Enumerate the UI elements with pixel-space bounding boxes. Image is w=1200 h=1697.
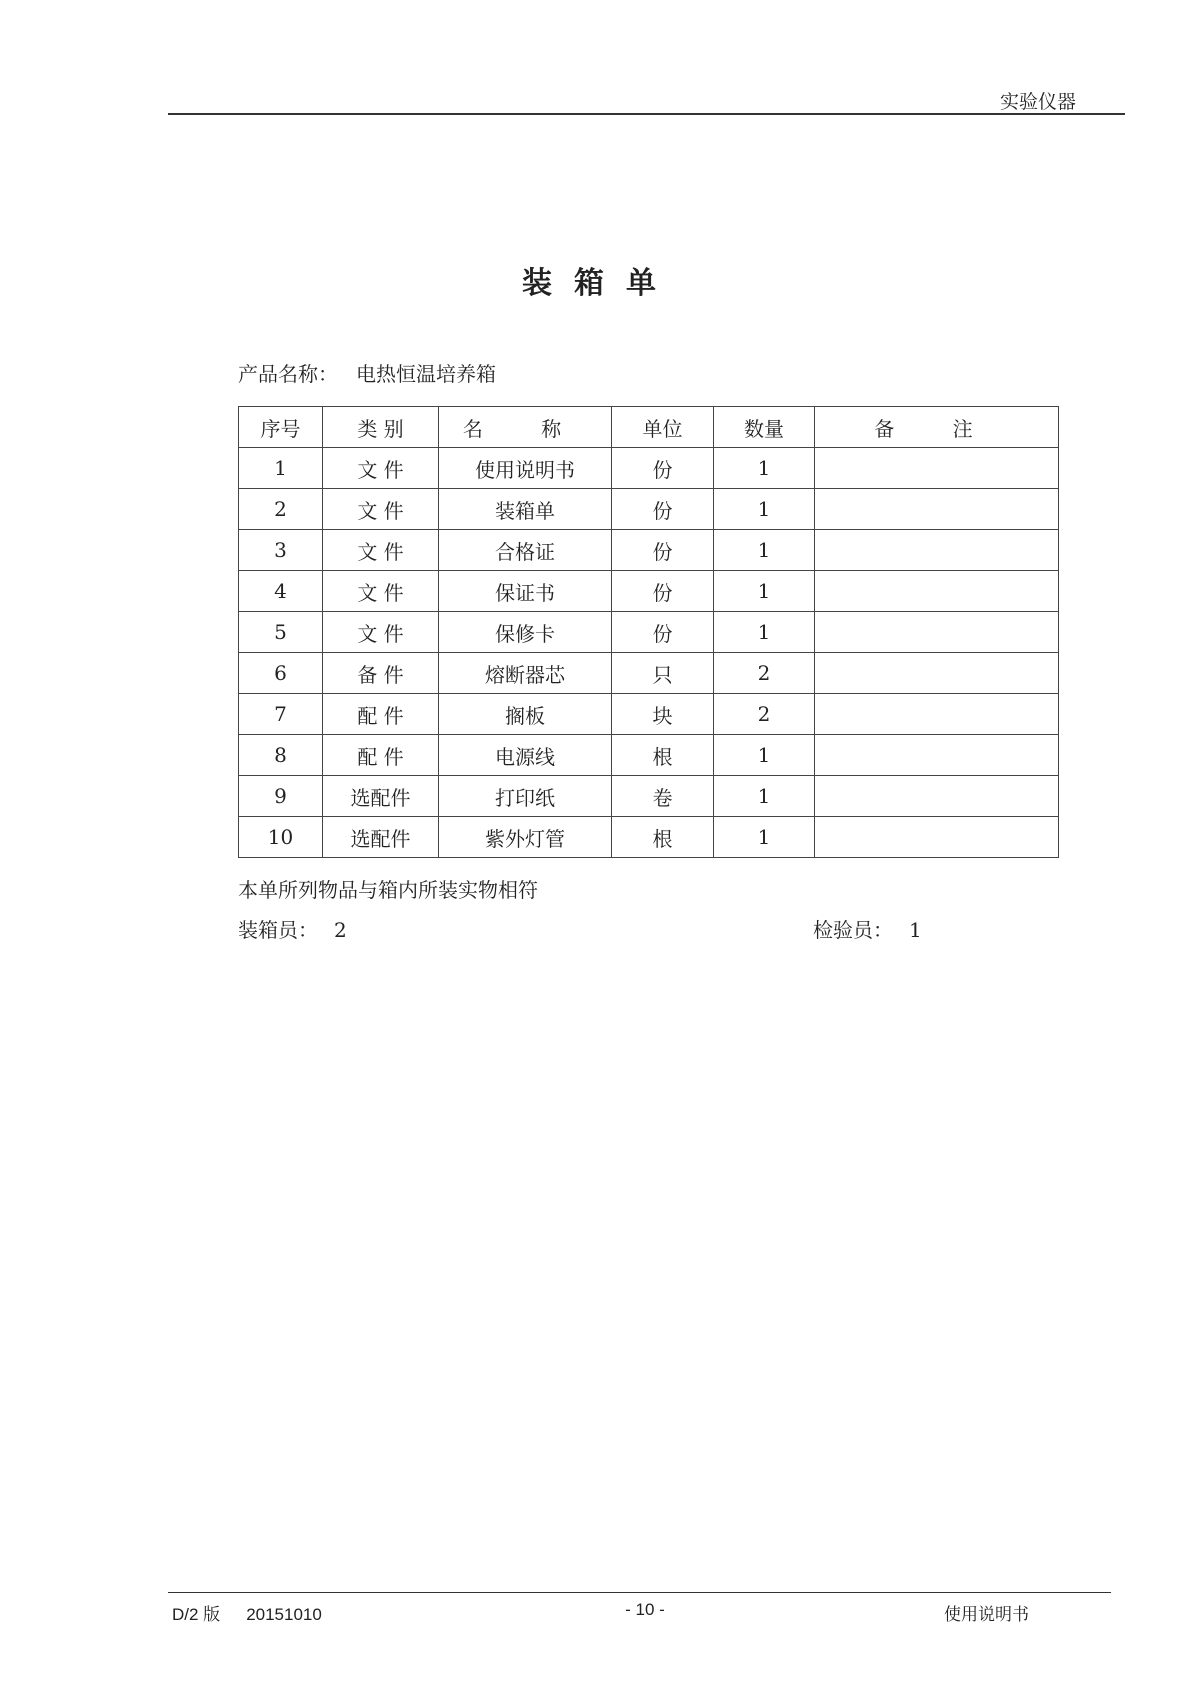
table-row xyxy=(239,612,1059,653)
cell-unit: 只 xyxy=(612,653,714,694)
inspector-value: 1 xyxy=(909,918,922,942)
cell-unit: 根 xyxy=(612,817,714,858)
cell-quantity: 2 xyxy=(714,694,815,735)
cell-quantity: 2 xyxy=(714,653,815,694)
table-row xyxy=(239,817,1059,858)
cell-quantity: 1 xyxy=(714,735,815,776)
footer-divider xyxy=(168,1592,1111,1593)
cell-name: 保证书 xyxy=(439,571,612,612)
cell-unit: 份 xyxy=(612,612,714,653)
cell-unit: 份 xyxy=(612,530,714,571)
header-unit: 单位 xyxy=(612,407,714,448)
cell-serial: 7 xyxy=(239,694,323,735)
cell-quantity: 1 xyxy=(714,530,815,571)
packer-line xyxy=(238,914,347,943)
cell-name: 使用说明书 xyxy=(439,448,612,489)
inspector-line xyxy=(813,914,922,943)
cell-quantity: 1 xyxy=(714,448,815,489)
cell-remarks xyxy=(815,653,1059,694)
table-row xyxy=(239,735,1059,776)
cell-category: 文 件 xyxy=(323,530,439,571)
cell-serial: 1 xyxy=(239,448,323,489)
cell-unit: 份 xyxy=(612,571,714,612)
cell-serial: 10 xyxy=(239,817,323,858)
cell-name: 保修卡 xyxy=(439,612,612,653)
table-row xyxy=(239,489,1059,530)
cell-remarks xyxy=(815,612,1059,653)
cell-name: 装箱单 xyxy=(439,489,612,530)
cell-quantity: 1 xyxy=(714,612,815,653)
cell-name: 紫外灯管 xyxy=(439,817,612,858)
cell-unit: 份 xyxy=(612,448,714,489)
header-serial: 序号 xyxy=(239,407,323,448)
cell-unit: 根 xyxy=(612,735,714,776)
footer-date: 20151010 xyxy=(246,1605,322,1624)
cell-serial: 4 xyxy=(239,571,323,612)
cell-category: 文 件 xyxy=(323,448,439,489)
product-name-label: 产品名称： xyxy=(238,362,338,386)
cell-serial: 2 xyxy=(239,489,323,530)
table-row xyxy=(239,448,1059,489)
cell-category: 选配件 xyxy=(323,817,439,858)
cell-category: 配 件 xyxy=(323,694,439,735)
header-category: 实验仪器 xyxy=(1000,91,1077,113)
cell-remarks xyxy=(815,448,1059,489)
cell-remarks xyxy=(815,489,1059,530)
header-quantity: 数量 xyxy=(714,407,815,448)
cell-quantity: 1 xyxy=(714,776,815,817)
header-category: 类 别 xyxy=(323,407,439,448)
packer-value: 2 xyxy=(334,918,347,942)
header-name: 名 称 xyxy=(439,407,612,448)
cell-serial: 5 xyxy=(239,612,323,653)
page-number: - 10 - xyxy=(625,1600,665,1619)
cell-name: 熔断器芯 xyxy=(439,653,612,694)
conformity-note: 本单所列物品与箱内所装实物相符 xyxy=(238,878,538,902)
packing-list-table xyxy=(238,406,1059,858)
cell-category: 选配件 xyxy=(323,776,439,817)
cell-category: 文 件 xyxy=(323,612,439,653)
cell-quantity: 1 xyxy=(714,817,815,858)
footer-version: D/2 版 xyxy=(172,1605,221,1624)
table-header-row xyxy=(239,407,1059,448)
cell-remarks xyxy=(815,735,1059,776)
cell-category: 文 件 xyxy=(323,489,439,530)
cell-serial: 3 xyxy=(239,530,323,571)
cell-remarks xyxy=(815,776,1059,817)
cell-name: 合格证 xyxy=(439,530,612,571)
cell-serial: 6 xyxy=(239,653,323,694)
packer-label: 装箱员： xyxy=(238,918,318,942)
cell-unit: 块 xyxy=(612,694,714,735)
cell-remarks xyxy=(815,571,1059,612)
cell-serial: 8 xyxy=(239,735,323,776)
footer-version-info xyxy=(172,1600,322,1625)
table-row xyxy=(239,571,1059,612)
cell-unit: 卷 xyxy=(612,776,714,817)
cell-name: 搁板 xyxy=(439,694,612,735)
cell-unit: 份 xyxy=(612,489,714,530)
cell-category: 配 件 xyxy=(323,735,439,776)
table-row xyxy=(239,776,1059,817)
product-name-value: 电热恒温培养箱 xyxy=(356,362,496,386)
header-divider xyxy=(168,113,1125,115)
inspector-label: 检验员： xyxy=(813,918,893,942)
product-name-line xyxy=(238,358,496,387)
cell-remarks xyxy=(815,530,1059,571)
cell-remarks xyxy=(815,817,1059,858)
cell-quantity: 1 xyxy=(714,571,815,612)
page-title: 装箱单 xyxy=(522,266,678,301)
cell-quantity: 1 xyxy=(714,489,815,530)
header-remarks: 备 注 xyxy=(815,407,1059,448)
footer-doc-name: 使用说明书 xyxy=(944,1605,1029,1625)
table-row xyxy=(239,530,1059,571)
table-row xyxy=(239,694,1059,735)
cell-category: 备 件 xyxy=(323,653,439,694)
cell-serial: 9 xyxy=(239,776,323,817)
cell-remarks xyxy=(815,694,1059,735)
cell-name: 电源线 xyxy=(439,735,612,776)
table-row xyxy=(239,653,1059,694)
cell-category: 文 件 xyxy=(323,571,439,612)
cell-name: 打印纸 xyxy=(439,776,612,817)
